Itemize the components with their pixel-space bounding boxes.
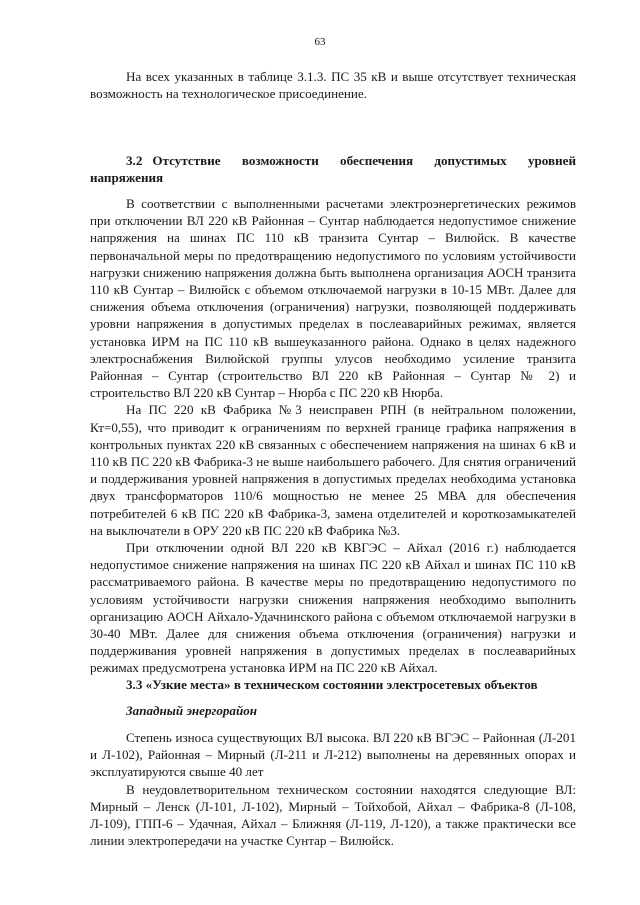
- section-3-2-body: [90, 195, 576, 677]
- section-heading: [90, 152, 576, 186]
- section-number: 3.2: [126, 153, 143, 168]
- subheading-block: [90, 702, 576, 719]
- section-title: Отсутствие возможности обеспечения допустимых уровней напряжения: [90, 153, 576, 186]
- section-3-3-heading-block: [90, 676, 576, 693]
- section-3-3-body: [90, 729, 576, 849]
- body-paragraph: В неудовлетворительном техническом состоянии находятся следующие ВЛ: Мирный – Ленск (Л-101, Л-102), Мирный – Тойхобой, Айхал – Фабрика-8 (Л-108, Л-109), ГПП-6 – Удачная, Айхал – Ближняя (Л-119, Л-120), а также практически все линии электропередачи на участке Сунтар – Вилюйск.: [90, 781, 576, 849]
- body-paragraph: На ПС 220 кВ Фабрика №3 неисправен РПН (в нейтральном положении, Кт=0,55), что приводит к ограничениям по верхней границе графика напряжения в контрольных пунктах 220 кВ связанных с обеспечением напряжения на шинах 6 кВ и 110 кВ ПС 220 кВ Фабрика-3 не выше наибольшего рабочего. Для снятия ограничений и поддерживания уровней напряжения в допустимых пределах необходима установка двух трансформаторов 110/6 мощностью не менее 25 МВА для обеспечения потребителей 6 кВ ПС 220 кВ Фабрика-3, замена отделителей и короткозамыкателей на выключатели в ОРУ 220 кВ ПС 220 кВ Фабрика №3.: [90, 402, 576, 538]
- intro-paragraph: На всех указанных в таблице 3.1.3. ПС 35 кВ и выше отсутствует техническая возможность на технологическое присоединение.: [90, 69, 576, 102]
- section-heading: 3.3 «Узкие места» в техническом состоянии электросетевых объектов: [126, 677, 538, 692]
- body-paragraph: При отключении одной ВЛ 220 кВ КВГЭС – Айхал (2016 г.) наблюдается недопустимое снижение напряжения на шинах ПС 220 кВ Айхал и шинах ПС 110 кВ рассматриваемого района. В качестве меры по предотвращению недопустимого по условиям устойчивости нагрузки снижения напряжения необходимо выполнить организацию АОСН Айхало-Удачнинского района с объемом отключаемой нагрузки в 30-40 МВт. Далее для снижения объема отключения (ограничения) нагрузки и поддерживания уровней напряжения в допустимых пределах в послеаварийных режимах предусмотрена установка ИРМ на ПС 220 кВ Айхал.: [90, 540, 576, 676]
- region-subheading: Западный энергорайон: [126, 703, 258, 718]
- body-paragraph: В соответствии с выполненными расчетами электроэнергетических режимов при отключении ВЛ 220 кВ Районная – Сунтар наблюдается недопустимое снижение напряжения на шинах ПС 110 кВ транзита Сунтар – Вилюйск. В качестве первоначальной меры по предотвращению недопустимого по условиям устойчивости нагрузки снижению напряжения должна быть выполнена организация АОСН транзита 110 кВ Сунтар – Вилюйск с объемом отключаемой нагрузки в 10-15 МВт. Далее для снижения объема отключения (ограничения) нагрузки, позволяющей поддерживать уровни напряжения в допустимых пределах в послеаварийных режимах, является установка ИРМ на ПС 110 кВ вышеуказанного района. Однако в целях надежного электроснабжения Вилюйской группы улусов необходимо усиление транзита Районная – Сунтар (строительство ВЛ 220 кВ Районная – Сунтар № 2) и строительство ВЛ 220 кВ Сунтар – Нюрба с ПС 220 кВ Нюрба.: [90, 196, 576, 401]
- body-paragraph: Степень износа существующих ВЛ высока. ВЛ 220 кВ ВГЭС – Районная (Л-201 и Л-102), Районная – Мирный (Л-211 и Л-212) выполнены на деревянных опорах и эксплуатируются свыше 40 лет: [90, 730, 576, 780]
- page-number: 63: [314, 36, 326, 48]
- section-3-2-heading: [90, 152, 576, 186]
- intro-block: [90, 68, 576, 102]
